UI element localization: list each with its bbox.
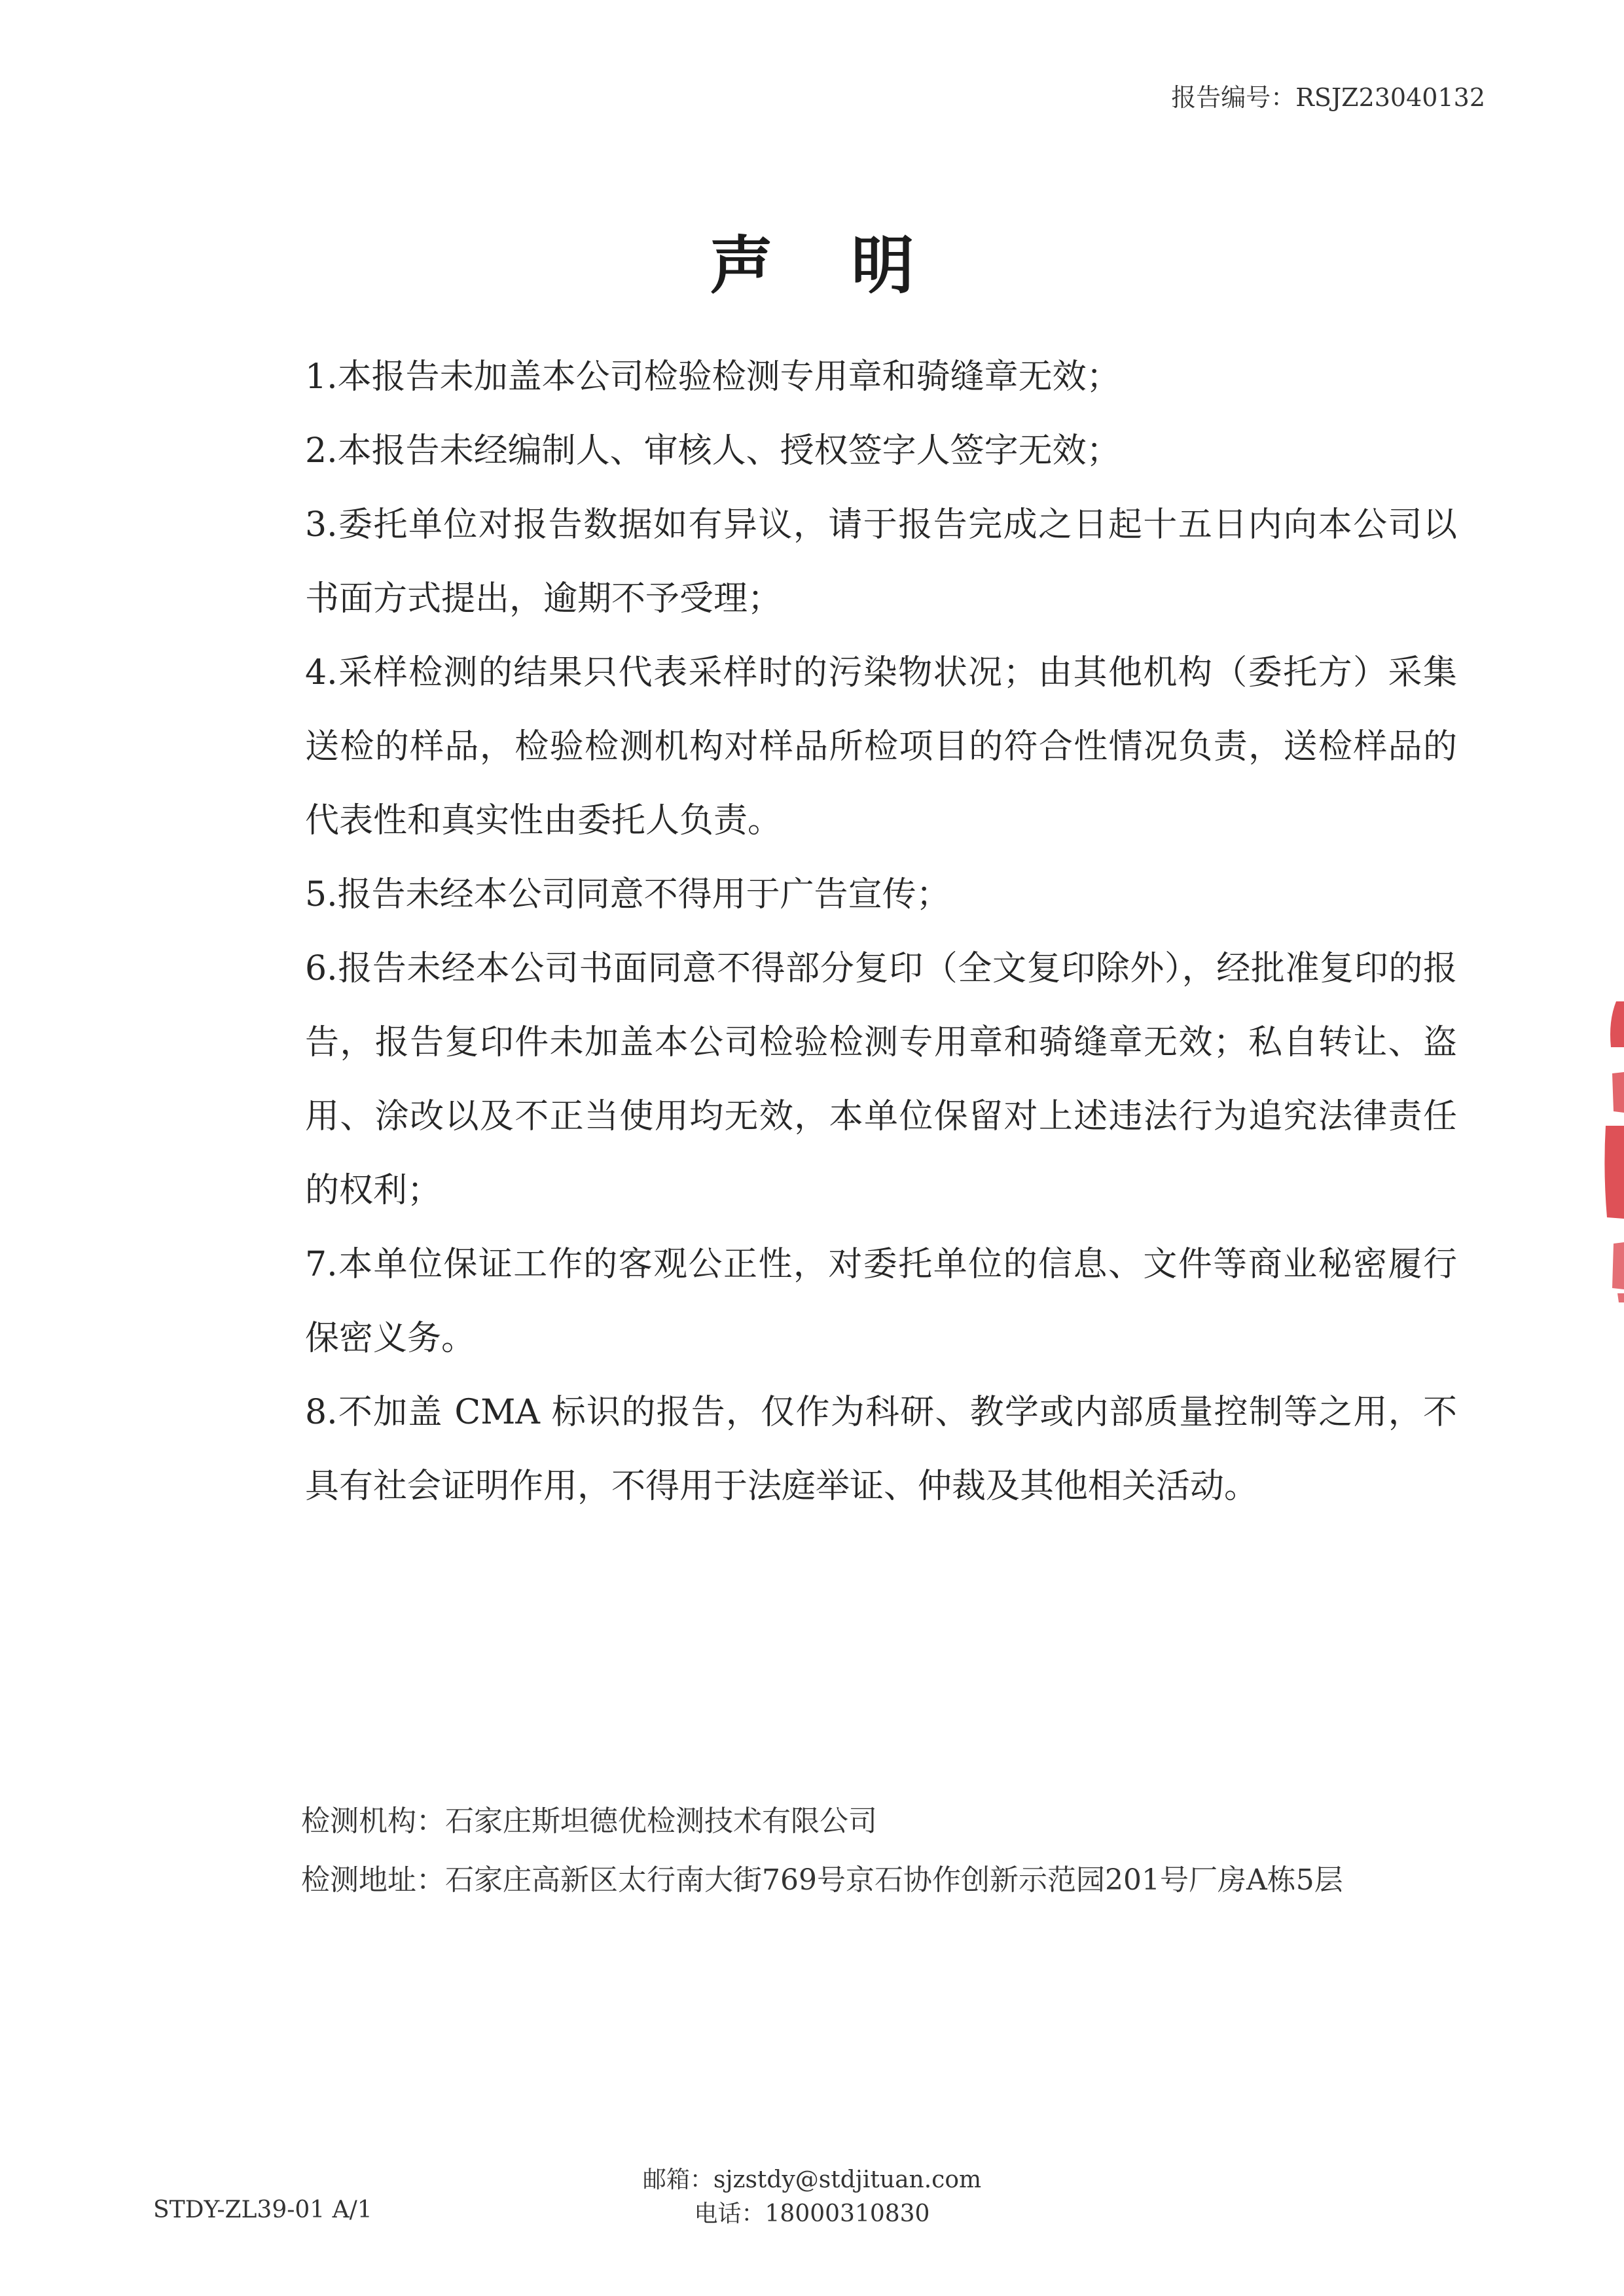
clause-2: 2.本报告未经编制人、审核人、授权签字人签字无效；: [305, 431, 1121, 471]
organization-name: 检测机构：石家庄斯坦德优检测技术有限公司: [301, 1804, 877, 1838]
statement-clauses: [305, 340, 1457, 1524]
page-title: 声明: [710, 228, 993, 302]
seal-stamp-fragment: [1597, 1001, 1624, 1302]
clause-5: 5.报告未经本公司同意不得用于广告宣传；: [305, 875, 950, 914]
form-code: STDY-ZL39-01 A/1: [153, 2197, 372, 2223]
clause-1: 1.本报告未加盖本公司检验检测专用章和骑缝章无效；: [305, 357, 1121, 397]
organization-address: 检测地址：石家庄高新区太行南大街769号京石协作创新示范园201号厂房A栋5层: [301, 1863, 1343, 1897]
footer-phone: 电话：18000310830: [694, 2200, 930, 2227]
clause-7: 7.本单位保证工作的客观公正性，对委托单位的信息、文件等商业秘密履行保密义务。: [305, 1245, 1457, 1358]
clause-3: 3.委托单位对报告数据如有异议，请于报告完成之日起十五日内向本公司以书面方式提出，逾期不予受理；: [305, 505, 1457, 619]
report-number: 报告编号：RSJZ23040132: [1171, 83, 1485, 112]
clause-6: 6.报告未经本公司书面同意不得部分复印（全文复印除外），经批准复印的报告，报告复印件未加盖本公司检验检测专用章和骑缝章无效；私自转让、盗用、涂改以及不正当使用均无效，本单位保留对上述违法行为追究法律责任的权利；: [305, 949, 1457, 1210]
clause-4: 4.采样检测的结果只代表采样时的污染物状况；由其他机构（委托方）采集送检的样品，检验检测机构对样品所检项目的符合性情况负责，送检样品的代表性和真实性由委托人负责。: [305, 653, 1457, 840]
clause-8: 8.不加盖 CMA 标识的报告，仅作为科研、教学或内部质量控制等之用，不具有社会证明作用，不得用于法庭举证、仲裁及其他相关活动。: [305, 1393, 1457, 1506]
organization-info: [301, 1792, 1343, 1910]
footer-email: 邮箱：sjzstdy@stdjituan.com: [642, 2166, 982, 2193]
